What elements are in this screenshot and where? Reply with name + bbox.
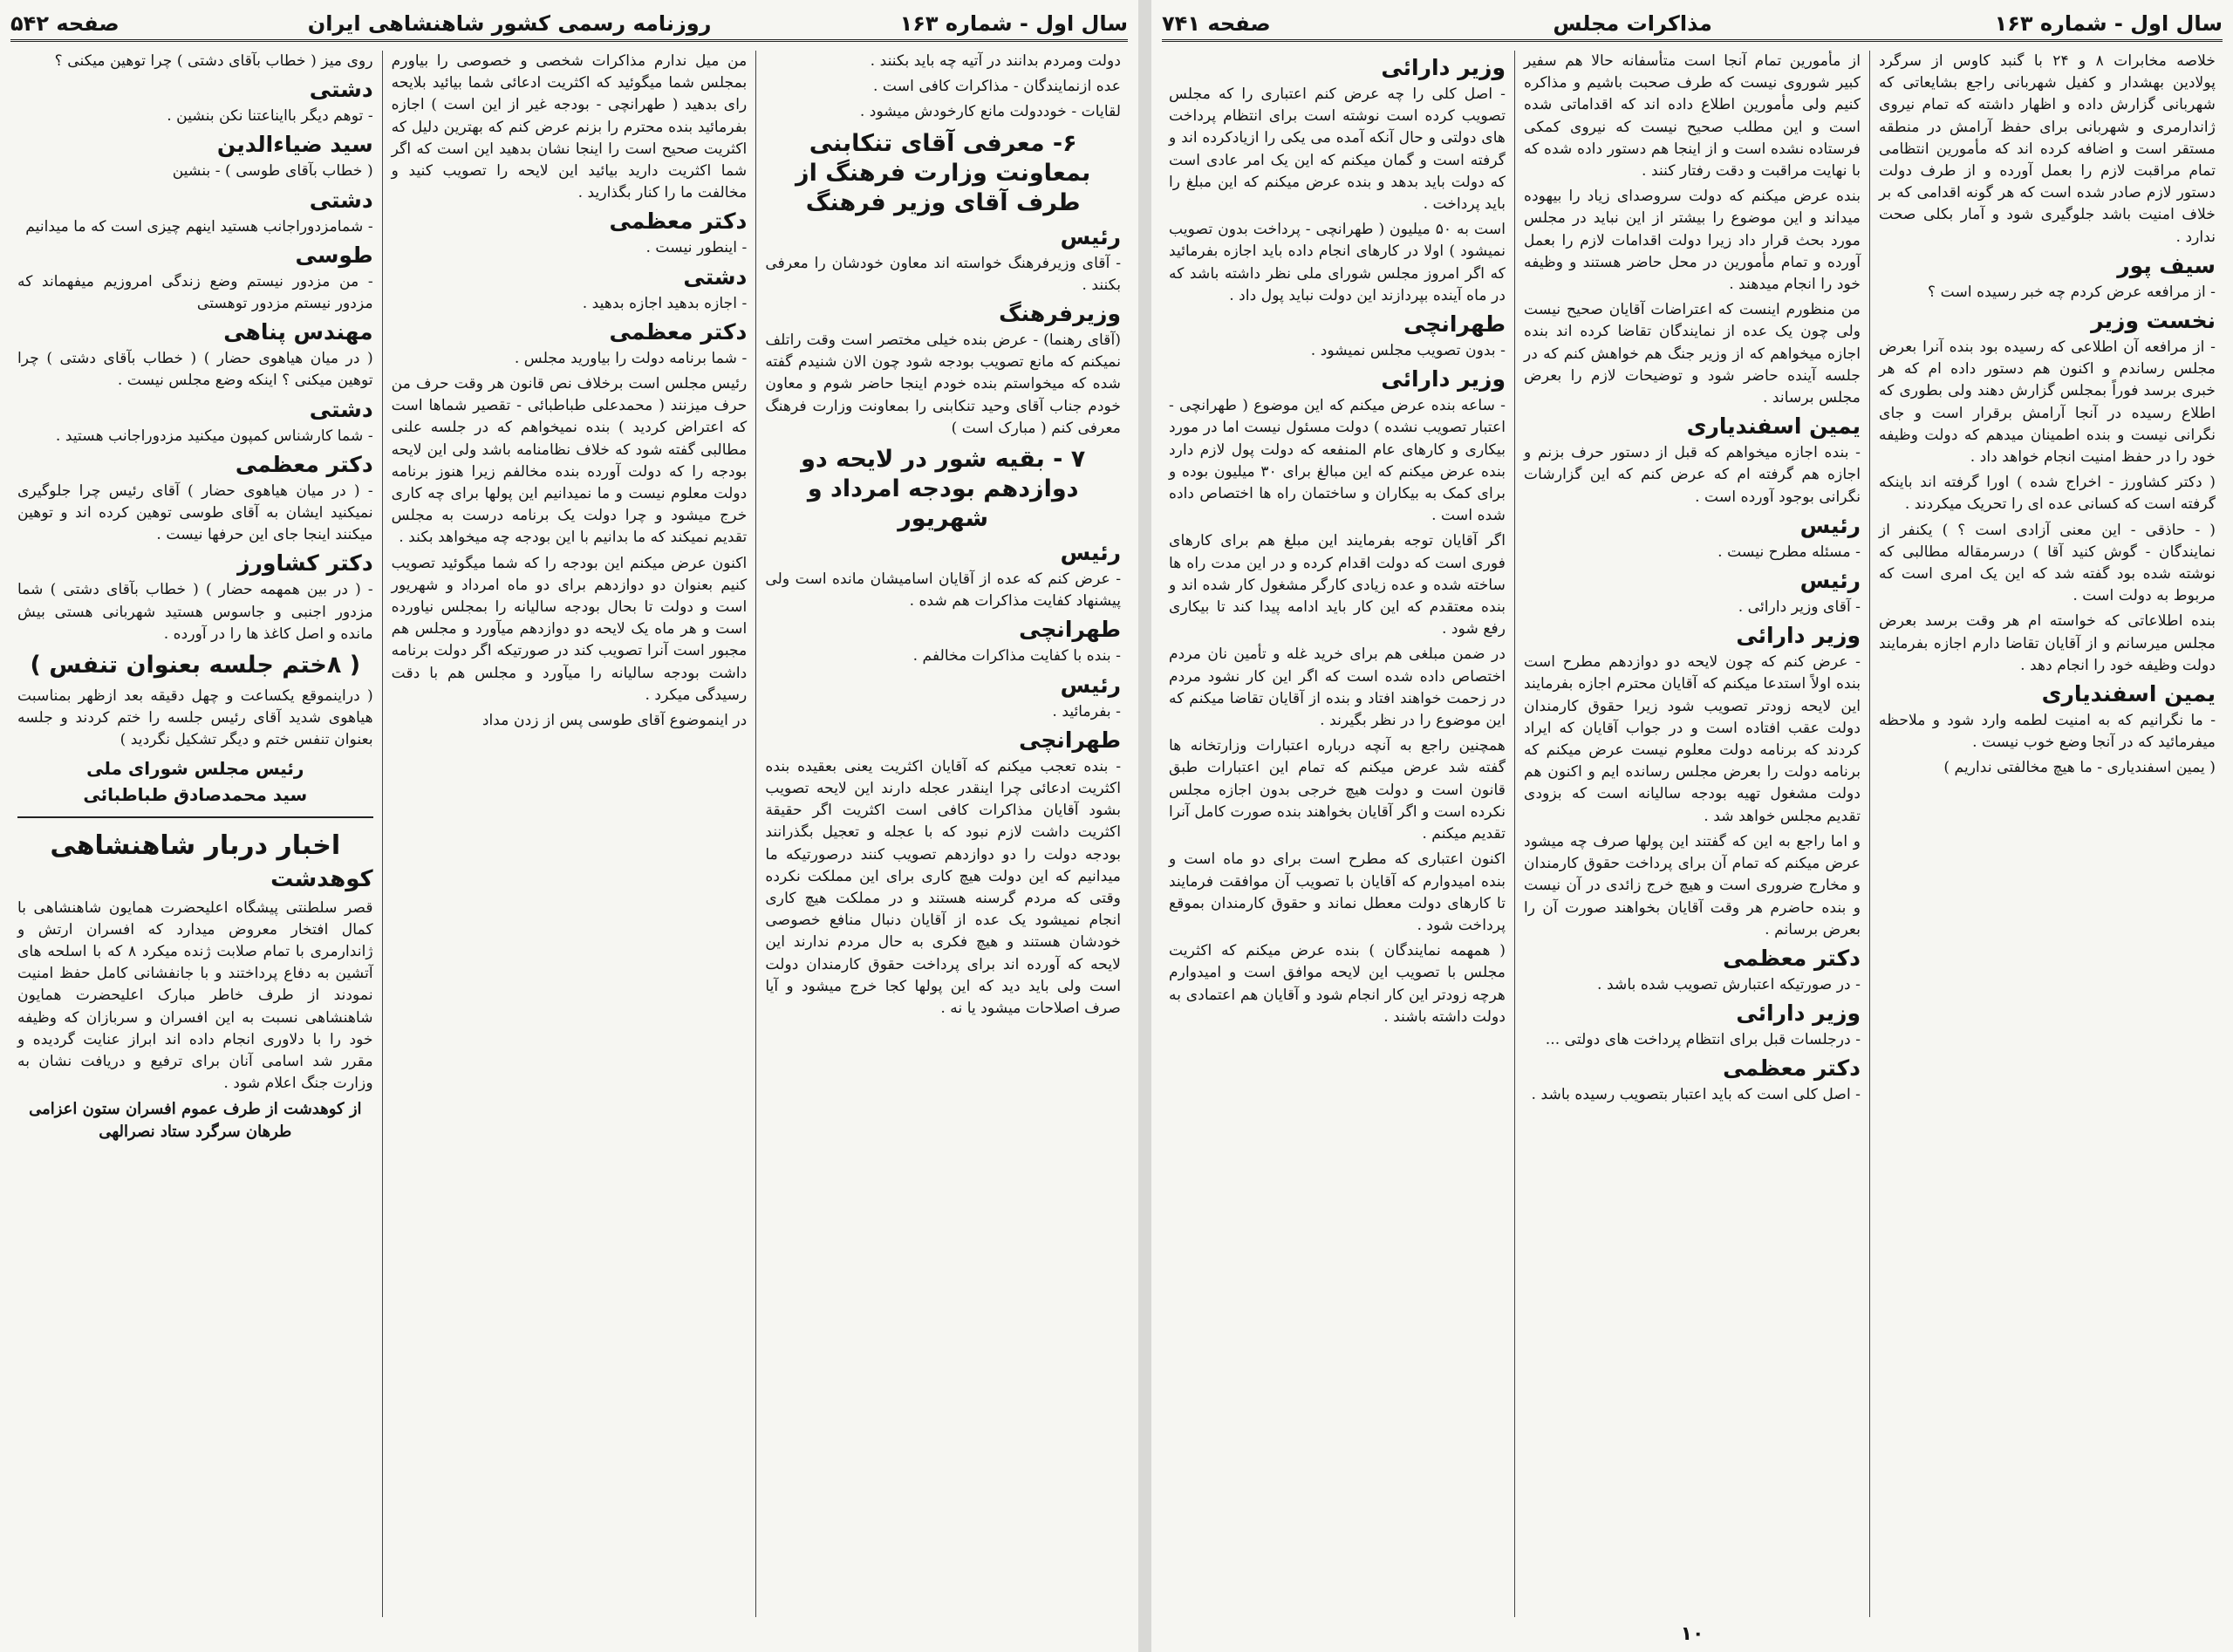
speaker-name: رئیس xyxy=(1060,540,1121,566)
paragraph: - بنده اجازه میخواهم که قبل از دستور حرف بزنم و اجازه هم گرفته ام که عرض کنم که این گزارشات نگرانی بوجود آورده است . xyxy=(1524,444,1861,506)
paragraph: رئیس مجلس است برخلاف نص قانون هر وقت حرف من حرف میزنند ( محمدعلی طباطبائی - تقصیر شماها است که اعتراض کردید ) بنده نمیخواهم که در جلسه علنی مطالبی گفته شود که خلاف نظامنامه باشد ولی این لایحه بودجه را که دولت آورده بنده مخالفم زیرا هنوز برنامه دولت معلوم نیست و ما نمیدانیم این پولها برای چه کاری خرج میشود و چرا دولت یک برنامه درست به مجلس تقدیم نمیکند که ما بدانیم با این بودجه چه میخواهد بکند . xyxy=(391,375,748,547)
speaker-name: دکتر معظمی xyxy=(1723,1055,1861,1082)
paragraph: - ساعه بنده عرض میکنم که این موضوع ( طهرانچی - اعتبار تصویب نشده ) دولت مسئول نیست اما در مورد بیکاری و کارهای عام المنفعه که دولت پول لازم دارد بنده عرض میکنم که این مبالغ برای ۳۰ میلیون بوده و برای کمک به بیکاران و ساختمان راه ها اختصاص داده شده است . xyxy=(1169,397,1506,525)
paragraph: بنده اطلاعاتی که خواسته ام هر وقت برسد بعرض مجلس میرسانم و از آقایان تقاضا دارم اجازه بفرمایند دولت وظیفه خود را انجام دهد . xyxy=(1879,612,2216,674)
speaker-name: دشتی xyxy=(309,187,373,213)
section-heading: اخبار دربار شاهنشاهی xyxy=(50,829,341,861)
left-column-3 xyxy=(9,51,382,1617)
paragraph: ( یمین اسفندیاری - ما هیچ مخالفتی نداریم ) xyxy=(1943,759,2216,777)
paragraph: است به ۵۰ میلیون ( طهرانچی - پرداخت بدون تصویب نمیشود ) اولا در کارهای انجام داده باید اجازه بفرمائید که اگر امروز مجلس شورای ملی نظر داشته باشد که در ماه آینده بپردازند این دولت نباید پول داد . xyxy=(1169,221,1506,304)
speaker-name: وزیر دارائی xyxy=(1381,366,1506,393)
paragraph: من منظورم اینست که اعتراضات آقایان صحیح نیست ولی چون یک عده از نمایندگان تقاضا کرده اند بنده اجازه میخواهم که از وزیر جنگ هم خواهش کنم که در جلسه آینده حاضر شود و توضیحات لازم را بعرض مجلس برساند . xyxy=(1524,301,1861,407)
agenda-item-6: ۶- معرفی آقای تنکابنی بمعاونت وزارت فرهنگ از طرف آقای وزیر فرهنگ xyxy=(796,129,1091,216)
speaker-name: دکتر معظمی xyxy=(1723,945,1861,971)
speaker-name: مهندس پناهی xyxy=(223,319,373,345)
right-column-2 xyxy=(1514,51,1869,1617)
speaker-name: طهرانچی xyxy=(1019,617,1121,643)
paragraph: - از مرافعه آن اطلاعی که رسیده بود بنده آنرا بعرض مجلس رساندم و اکنون هم دستور داده ام که هر خبری برسد فوراً بمجلس گزارش دهند ولی بطوری که اطلاع رسیده در آنجا آرامش برقرار است و جای نگرانی نیست و بنده اطمینان میدهم که دولت وظیفه خود را در حفظ امنیت انجام خواهد داد . xyxy=(1879,338,2216,467)
left-page-number: صفحه ۵۴۲ xyxy=(10,10,120,36)
right-page-number: صفحه ۷۴۱ xyxy=(1162,10,1271,36)
paragraph: روی میز ( خطاب بآقای دشتی ) چرا توهین میکنی ؟ xyxy=(54,52,373,70)
speaker-name: وزیر دارائی xyxy=(1381,55,1506,80)
speaker-name: طوسی xyxy=(295,242,373,268)
left-columns xyxy=(9,51,1130,1617)
paragraph: - بفرمائید . xyxy=(1052,702,1121,720)
paragraph: - شما کارشناس کمپون میکنید مزدوراجانب هستید . xyxy=(55,427,373,445)
speaker-name: وزیر دارائی xyxy=(1736,623,1861,649)
paragraph: - اینطور نیست . xyxy=(645,239,748,257)
speaker-name: دشتی xyxy=(309,77,373,103)
signature-title: رئیس مجلس شورای ملی xyxy=(86,757,304,779)
speaker-name: وزیر دارائی xyxy=(1736,1000,1861,1027)
agenda-item-7: ۷ - بقیه شور در لایحه دو دوازدهم بودجه امرداد و شهریور xyxy=(801,446,1086,533)
paragraph: - آقای وزیرفرهنگ خواسته اند معاون خودشان را معرفی بکنند . xyxy=(765,254,1121,294)
speaker-name: دکتر معظمی xyxy=(609,208,748,235)
speaker-name: دشتی xyxy=(309,396,373,422)
speaker-name: وزیرفرهنگ xyxy=(999,301,1121,327)
paragraph: اگر آقایان توجه بفرمایند این مبلغ هم برای کارهای فوری است که دولت اقدام کرده و در این مدت راه ها ساخته شده و عده زیادی کارگر مشغول کار شده اند و بنده معتقدم که این کار باید ادامه پیدا کند تا بیکاری رفع شود . xyxy=(1169,532,1506,638)
sub-heading: کوهدشت xyxy=(270,865,373,892)
left-page-header xyxy=(10,7,1128,42)
paragraph: ( همهمه نمایندگان ) بنده عرض میکنم که اکثریت مجلس با تصویب این لایحه موافق است و امیدوارم هرچه زودتر این کار انجام شود و آقایان هم اعتمادی به دولت داشته باشند . xyxy=(1169,942,1506,1026)
left-column-2 xyxy=(382,51,756,1617)
paragraph: قصر سلطنتی پیشگاه اعلیحضرت همایون شاهنشاهی با کمال افتخار معروض میدارد که افسران ارتش و ژاندارمری با تمام صلابت ژنده میکرد ۸ که با اسلحه های آتشین به دفاع پرداختند و با جانفشانی کامل حفظ امنیت نمودند از طرف خاطر مبارک اعلیحضرت همایون شاهنشاهی نسبت به این افسران و سربازان که وظیفه خود را با دلاوری انجام داده اند ابراز عنایت گردیده و مقرر شد اسامی آنان برای ترفیع و دریافت نشان به وزارت جنگ اعلام شود . xyxy=(17,898,373,1093)
paragraph: - اصل کلی را چه عرض کنم اعتباری را که مجلس تصویب کرده است نوشته است برای انتظام پرداخت های دولتی و حال آنکه آمده می یکی را ازیادکرده اند و گرفته است و گمان میکنم که این یک امر عادی است که دولت باید بدهد و بنده عرض میکنم که این مبلغ را باید پرداخت . xyxy=(1169,85,1506,214)
paragraph: - از مرافعه عرض کردم چه خبر رسیده است ؟ xyxy=(1928,283,2216,301)
paragraph: - بنده با کفایت مذاکرات مخالفم . xyxy=(912,647,1121,666)
paragraph: لقایات - خوددولت مانع کارخودش میشود . xyxy=(859,103,1121,121)
speaker-name: دکتر معظمی xyxy=(609,318,748,345)
speaker-name: دشتی xyxy=(683,263,748,290)
right-column-1 xyxy=(1869,51,2224,1617)
paragraph: ( دکتر کشاورز - اخراج شده ) اورا گرفته اند باینکه گرفته است که کسانی عده ای را تحریک میکردند . xyxy=(1879,474,2216,514)
speaker-name: نخست وزیر xyxy=(2091,308,2216,334)
paragraph: - عرض کنم که عده از آقایان اسامیشان مانده است ولی پیشنهاد کفایت مذاکرات هم شده . xyxy=(765,570,1121,611)
left-issue-number: سال اول - شماره ۱۶۳ xyxy=(899,10,1128,36)
speaker-name: طهرانچی xyxy=(1019,727,1121,753)
paragraph: از مأمورین تمام آنجا است متأسفانه حالا هم سفیر کبیر شوروی نیست که طرف صحبت باشیم و مذاکره کنیم ولی مأمورین اطلاع داده اند که اقداماتی شده است و این مطلب صحیح نیست که نیروی کمکی فرستاده نشده است و از اینجا هم دستور داده شده که با نهایت مراقبت و دقت رفتار کنند . xyxy=(1524,52,1861,181)
paragraph: بنده عرض میکنم که دولت سروصدای زیاد را بیهوده میداند و این موضوع را بیشتر از این نباید در مجلس مورد بحث قرار داد زیرا دولت اقدامات لازم را بعمل آورده و تمام مأمورین در محل حاضر هستند و وظیفه خود را انجام میدهند . xyxy=(1524,188,1861,294)
page-gutter xyxy=(1138,0,1151,1652)
paragraph: - ( در بین همهمه حضار ) ( خطاب بآقای دشتی ) شما مزدور اجنبی و جاسوس هستید شهربانی هستی بیش مانده و اصل کاغذ ها را در آورده . xyxy=(17,581,373,643)
speaker-name: رئیس xyxy=(1060,223,1121,249)
speaker-name: دکتر معظمی xyxy=(235,451,373,477)
paragraph: در اینموضوع آقای طوسی پس از زدن مداد xyxy=(481,712,748,730)
paragraph: در ضمن مبلغی هم برای خرید غله و تأمین نان مردم اختصاص داده شده است که اگر این کار نشود مردم در زحمت خواهند افتاد و بنده از آقایان تقاضا میکنم که این موضوع را در نظر بگیرند . xyxy=(1169,645,1506,730)
right-columns xyxy=(1160,51,2224,1617)
paragraph: - ما نگرانیم که به امنیت لطمه وارد شود و ملاحظه میفرمائید که در آنجا وضع خوب نیست . xyxy=(1879,712,2216,752)
paragraph: من میل ندارم مذاکرات شخصی و خصوصی را بیاورم بمجلس شما میگوئید که اکثریت ادعائی شما بیائید بلایحه رای بدهید ( طهرانچی - بودجه غیر از این است ) اجازه بفرمائید بنده محترم را بزنم عرض کنم که بهترین دلیل که اکثریت صحیح است را اینجا نشان بدهید این است که اگر شما اکثریت دارید بیائید این لایحه را تصویب کنید و مخالفت ما را کنار بگذارید . xyxy=(391,52,748,202)
paragraph: ( - حاذقی - این معنی آزادی است ؟ ) یکنفر از نمایندگان - گوش کنید آقا ) درسرمقاله مطالبی که نوشته شده بود گفته شد که این یک امری است که مربوط به دولت است . xyxy=(1879,521,2216,605)
paragraph: و اما راجع به این که گفتند این پولها صرف چه میشود عرض میکنم که تمام آن برای پرداخت حقوق کارمندان و مخارج ضروری است و هیچ خرج زائدی در آن نیست و بنده حاضرم هر وقت آقایان بخواهند صورت آن را بعرض برسانم . xyxy=(1524,832,1861,939)
paragraph: دولت ومردم بدانند در آتیه چه باید بکنند . xyxy=(870,52,1121,70)
closing-line: از کوهدشت از طرف عموم افسران ستون اعزامی طرهان سرگرد ستاد نصرالهی xyxy=(29,1100,362,1142)
paragraph: - بنده تعجب میکنم که آقایان اکثریت یعنی بعقیده بنده اکثریت ادعائی چرا اینقدر عجله دارند این لایحه تصویب بشود آقایان مذاکرات کافی است اکثریت اگر حقیقة اکثریت داشت لازم نبود که با عجله و تعجیل بگذرانند بودجه دولت را دو دوازدهم تصویب کنند درصورتیکه ما میدانیم که این دولت هیچ کاری برای این مملکت نکرده وقتی که مردم گرسنه هستند و در مملکت هیچ کاری انجام نمیشود یک عده از آقایان دنبال منافع خصوصی خودشان هستند و هیچ فکری به حال مردم ندارند این لایحه که آورده اند برای پرداخت حقوق کارمندان دولت است ولی باید دید که این پولها کجا خرج میشود و آیا صرف اصلاحات میشود یا نه . xyxy=(765,757,1121,1018)
paragraph: همچنین راجع به آنچه درباره اعتبارات وزارتخانه ها گفته شد عرض میکنم که تمام این اعتبارات طبق قانون است و دولت هیچ خرجی بدون اجازه مجلس نکرده است و اگر آقایان بخواهند بنده صورت کامل آنرا تقدیم میکنم . xyxy=(1169,737,1506,843)
paragraph: - توهم دیگر باایناعتنا نکن بنشین . xyxy=(167,107,373,126)
paragraph: - شما برنامه دولت را بیاورید مجلس . xyxy=(514,349,748,367)
speaker-name: دکتر کشاورز xyxy=(237,550,373,577)
right-issue-number: سال اول - شماره ۱۶۳ xyxy=(1994,10,2223,36)
speaker-name: رئیس xyxy=(1799,568,1861,594)
signature-name: سید محمدصادق طباطبائی xyxy=(83,783,308,805)
right-page xyxy=(1151,0,2233,1652)
paragraph: عده ازنمایندگان - مذاکرات کافی است . xyxy=(872,78,1121,96)
speaker-name: سیف پور xyxy=(2117,252,2216,278)
paragraph: ( خطاب بآقای طوسی ) - بنشین xyxy=(172,162,373,181)
speaker-name: رئیس xyxy=(1799,512,1861,538)
right-column-3 xyxy=(1160,51,1514,1617)
paragraph: - مسئله مطرح نیست . xyxy=(1717,543,1861,561)
paragraph: اکنون عرض میکنم این بودجه را که شما میگوئید تصویب کنیم بعنوان دو دوازدهم برای دو ماه امرداد و شهریور است و دولت تا بحال بودجه سالیانه را بمجلس نیاورده است و هر ماه یک لایحه دو دوازدهم میآورد و مجلس هم مجبور است آنرا تصویب کند در صورتیکه اگر دولت برنامه داشت بودجه سالیانه را میآورد و مجلس هم با دقت رسیدگی میکرد . xyxy=(391,554,748,704)
paragraph: ( در میان هیاهوی حضار ) ( خطاب بآقای دشتی ) چرا توهین میکنی ؟ اینکه وضع مجلس نیست . xyxy=(17,350,373,390)
left-column-1 xyxy=(755,51,1130,1617)
speaker-name: طهرانچی xyxy=(1403,311,1506,338)
bottom-page-number: ۱۰ xyxy=(1680,1623,1704,1645)
paragraph: (آقای رهنما) - عرض بنده خیلی مختصر است وقت راتلف نمیکنم که مانع تصویب بودجه شود چون الان شنیدم گفته شده که میخواستم بنده خودم اینجا حاضر شوم و معاون خودم جناب آقای وحید تنکابنی را بمعاونت وزارت فرهنگ معرفی کنم ( مبارک است ) xyxy=(765,331,1121,437)
left-paper-title: روزنامه رسمی کشور شاهنشاهی ایران xyxy=(307,10,712,36)
paragraph: خلاصه مخابرات ۸ و ۲۴ با گنبد کاوس از سرگرد پولادین بهشدار و کفیل شهربانی راجع بشایعاتی که شهربانی گزارش داده و اظهار داشته که تمام نیروی ژاندارمری و شهربانی برای حفظ آرامش در منطقه مستقر است و اضافه کرده اند که مأمورین انتظامی تمام مراقبت لازم را بعمل آورده و از طرف دولت دستور لازم صادر شده است که هر گونه اقدامی که بر خلاف امنیت باشد جلوگیری شود و آمار بکلی صحت ندارد . xyxy=(1879,52,2216,246)
paragraph: - شمامزدوراجانب هستید اینهم چیزی است که ما میدانیم xyxy=(25,217,373,236)
paragraph: - عرض کنم که چون لایحه دو دوازدهم مطرح است بنده اولاً استدعا میکنم که آقایان محترم اجازه بفرمایند این لایحه زودتر تصویب شود زیرا حقوق کارمندان دولت عقب افتاده است و در جواب آقایان که ایراد کردند که برنامه دولت معلوم نیست عرض میکنم که برنامه دولت را بعرض مجلس رسانده ایم و اکنون هم دولت مشغول تهیه بودجه سالیانه است که بزودی تقدیم مجلس خواهد شد . xyxy=(1524,653,1861,825)
divider xyxy=(17,816,373,818)
paragraph: - اصل کلی است که باید اعتبار بتصویب رسیده باشد . xyxy=(1531,1086,1861,1104)
right-page-header xyxy=(1162,7,2223,42)
paragraph: - درجلسات قبل برای انتظام پرداخت های دولتی ... xyxy=(1545,1031,1861,1049)
paragraph: - بدون تصویب مجلس نمیشود . xyxy=(1310,342,1506,360)
paragraph: - من مزدور نیستم وضع زندگی امروزیم میفهماند که مزدور نیستم مزدور توهستی xyxy=(17,272,373,313)
paragraph: ( دراینموقع یکساعت و چهل دقیقه بعد ازظهر بمناسبت هیاهوی شدید آقای رئیس جلسه را ختم کردند و جلسه بعنوان تنفس ختم و دیگر تشکیل نگردید ) xyxy=(17,687,373,749)
paragraph: اکنون اعتباری که مطرح است برای دو ماه است و بنده امیدوارم که آقایان با تصویب آن موافقت فرمایند تا کارهای دولت معطل نماند و حقوق کارمندان بموقع پرداخت شود . xyxy=(1169,850,1506,934)
session-end-title: ( ۸ختم جلسه بعنوان تنفس ) xyxy=(30,652,361,679)
speaker-name: یمین اسفندیاری xyxy=(1686,413,1861,440)
speaker-name: سید ضیاءالدین xyxy=(216,132,373,158)
speaker-name: رئیس xyxy=(1060,672,1121,698)
paragraph: - آقای وزیر دارائی . xyxy=(1738,598,1861,617)
paragraph: - در صورتیکه اعتبارش تصویب شده باشد . xyxy=(1597,975,1861,993)
speaker-name: یمین اسفندیاری xyxy=(2041,681,2216,707)
right-section-title: مذاکرات مجلس xyxy=(1553,10,1712,36)
paragraph: - ( در میان هیاهوی حضار ) آقای رئیس چرا جلوگیری نمیکنید ایشان به آقای طوسی توهین کرده اند و توهین میکنند اینجا جای این حرفها نیست . xyxy=(17,481,373,544)
paragraph: - اجازه بدهید اجازه بدهید . xyxy=(582,294,748,312)
